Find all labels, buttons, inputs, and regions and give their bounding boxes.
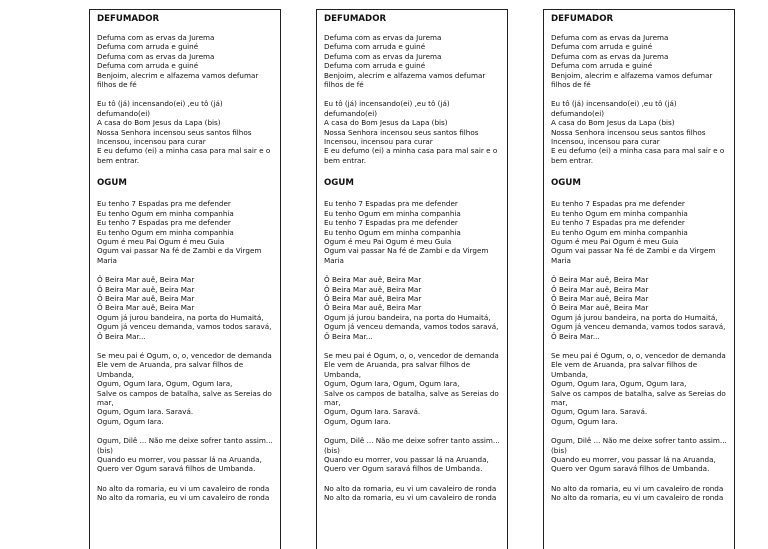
lyric-line: Quando eu morrer, vou passar lá na Aruanda, — [551, 455, 716, 465]
lyric-line: Ô Beira Mar auê, Beira Mar — [551, 293, 649, 303]
lyric-line: Ô Beira Mar auê, Beira Mar — [97, 303, 195, 313]
lyrics-paragraph — [551, 436, 728, 474]
song-column-2 — [316, 9, 508, 549]
lyric-line: Ogum, Ogum Iara, Ogum, Ogum Iara, — [551, 379, 687, 389]
lyric-line: Eu tô (já) incensando(ei) ,eu tô (já) defumando(ei) — [324, 99, 450, 118]
section-title-ogum: OGUM — [324, 178, 354, 189]
section-title-ogum: OGUM — [97, 178, 127, 189]
lyric-line: Defuma com as ervas da Jurema — [551, 51, 669, 61]
lyrics-paragraph — [324, 99, 501, 165]
lyric-line: Ô Beira Mar auê, Beira Mar — [324, 284, 422, 294]
lyric-line: Eu tenho 7 Espadas pra me defender — [551, 218, 685, 228]
lyrics-paragraph — [324, 275, 501, 341]
lyric-line: Ele vem de Aruanda, pra salvar filhos de Umbanda, — [551, 360, 698, 379]
lyric-line: Ele vem de Aruanda, pra salvar filhos de Umbanda, — [324, 360, 471, 379]
lyrics-paragraph — [324, 484, 501, 503]
lyric-line: Ogum, Dilê ... Não me deixe sofrer tanto assim... (bis) — [551, 436, 727, 455]
lyric-line: Defuma com as ervas da Jurema — [324, 33, 442, 42]
lyrics-paragraph — [97, 199, 274, 265]
lyric-line: Ogum, Ogum Iara, Ogum, Ogum Iara, — [97, 379, 233, 389]
lyric-line: Defuma com as ervas da Jurema — [551, 33, 669, 42]
lyric-line: Eu tenho Ogum em minha companhia — [324, 208, 461, 218]
lyric-line: Defuma com arruda e guiné — [551, 61, 653, 71]
lyrics-paragraph — [324, 199, 501, 265]
lyric-line: Ogum é meu Pai Ogum é meu Guia — [97, 236, 225, 246]
lyric-line: Defuma com as ervas da Jurema — [324, 51, 442, 61]
lyric-line: Ogum, Ogum Iara. — [97, 416, 164, 426]
lyric-line: Eu tenho 7 Espadas pra me defender — [324, 199, 458, 209]
lyric-line: Ogum, Ogum Iara. Saravá. — [324, 407, 421, 417]
lyrics-paragraph — [551, 484, 728, 503]
lyrics-paragraph — [97, 436, 274, 474]
lyric-line: No alto da romaria, eu vi um cavaleiro de ronda — [97, 483, 270, 493]
lyric-line: A casa do Bom Jesus da Lapa (bis) — [551, 118, 675, 128]
lyric-line: Eu tenho 7 Espadas pra me defender — [97, 218, 231, 228]
lyric-line: Nossa Senhora incensou seus santos filhos — [97, 127, 252, 137]
lyric-line: Benjoim, alecrim e alfazema vamos defumar filhos de fé — [97, 70, 259, 90]
lyrics-paragraph — [97, 99, 274, 165]
lyric-line: E eu defumo (ei) a minha casa para mal sair e o bem entrar. — [97, 146, 271, 165]
lyric-line: Salve os campos de batalha, salve as Sereias do mar, — [551, 388, 726, 407]
lyric-line: Defuma com as ervas da Jurema — [97, 51, 215, 61]
lyrics-paragraph — [551, 351, 728, 426]
lyric-line: Ogum é meu Pai Ogum é meu Guia — [324, 236, 452, 246]
lyrics-paragraph — [551, 199, 728, 265]
lyric-line: Ogum já venceu demanda, vamos todos saravá, Ô Beira Mar... — [97, 322, 272, 341]
lyric-line: Defuma com arruda e guiné — [551, 42, 653, 52]
lyric-line: Ogum, Ogum Iara. Saravá. — [551, 407, 648, 417]
lyric-line: Ogum, Ogum Iara, Ogum, Ogum Iara, — [324, 379, 460, 389]
lyrics-paragraph — [551, 33, 728, 89]
lyric-line: Quero ver Ogum saravá filhos de Umbanda. — [97, 464, 256, 474]
lyric-line: Quero ver Ogum saravá filhos de Umbanda. — [324, 464, 483, 474]
lyric-line: Salve os campos de batalha, salve as Sereias do mar, — [324, 388, 499, 407]
lyric-line: Eu tô (já) incensando(ei) ,eu tô (já) defumando(ei) — [551, 99, 677, 118]
song-column-1 — [89, 9, 281, 549]
lyric-line: Ô Beira Mar auê, Beira Mar — [324, 303, 422, 313]
lyric-line: Ogum vai passar Na fé de Zambi e da Virgem Maria — [551, 246, 716, 265]
lyric-line: Ô Beira Mar auê, Beira Mar — [97, 284, 195, 294]
lyric-line: Ô Beira Mar auê, Beira Mar — [97, 275, 195, 285]
lyric-line: Incensou, incensou para curar — [97, 137, 206, 147]
lyric-line: Ogum, Dilê ... Não me deixe sofrer tanto assim... (bis) — [324, 436, 500, 455]
lyric-line: Ô Beira Mar auê, Beira Mar — [324, 293, 422, 303]
lyric-line: Ogum é meu Pai Ogum é meu Guia — [551, 236, 679, 246]
lyric-line: Ô Beira Mar auê, Beira Mar — [551, 275, 649, 285]
lyric-line: Ogum já jurou bandeira, na porta do Humaitá, — [551, 312, 718, 322]
lyric-line: Ogum já jurou bandeira, na porta do Humaitá, — [97, 312, 264, 322]
lyric-line: A casa do Bom Jesus da Lapa (bis) — [324, 118, 448, 128]
lyric-line: Ogum vai passar Na fé de Zambi e da Virgem Maria — [97, 246, 262, 265]
lyrics-paragraph — [551, 275, 728, 341]
lyrics-paragraph — [97, 484, 274, 503]
lyrics-paragraph — [97, 33, 274, 89]
lyric-line: No alto da romaria, eu vi um cavaleiro de ronda — [551, 483, 724, 493]
lyric-line: A casa do Bom Jesus da Lapa (bis) — [97, 118, 221, 128]
lyric-line: Defuma com arruda e guiné — [324, 42, 426, 52]
lyric-line: No alto da romaria, eu vi um cavaleiro de ronda — [551, 493, 724, 503]
section-title-ogum: OGUM — [551, 178, 581, 189]
lyric-line: Eu tenho 7 Espadas pra me defender — [97, 199, 231, 209]
lyric-line: No alto da romaria, eu vi um cavaleiro de ronda — [97, 493, 270, 503]
lyric-line: Benjoim, alecrim e alfazema vamos defumar filhos de fé — [551, 70, 713, 90]
lyric-line: Ele vem de Aruanda, pra salvar filhos de Umbanda, — [97, 360, 244, 379]
lyric-line: Se meu pai é Ogum, o, o, vencedor de demanda — [324, 350, 499, 360]
lyric-line: Defuma com arruda e guiné — [324, 61, 426, 71]
lyric-line: Eu tenho Ogum em minha companhia — [551, 227, 688, 237]
lyric-line: Defuma com as ervas da Jurema — [97, 33, 215, 42]
lyric-line: Ô Beira Mar auê, Beira Mar — [551, 284, 649, 294]
lyric-line: Defuma com arruda e guiné — [97, 61, 199, 71]
lyrics-paragraph — [551, 99, 728, 165]
lyric-line: No alto da romaria, eu vi um cavaleiro de ronda — [324, 493, 497, 503]
lyric-line: Ogum já venceu demanda, vamos todos saravá, Ô Beira Mar... — [324, 322, 499, 341]
lyric-line: Quando eu morrer, vou passar lá na Aruanda, — [97, 455, 262, 465]
lyric-line: Incensou, incensou para curar — [324, 137, 433, 147]
lyric-line: Ogum, Dilê ... Não me deixe sofrer tanto assim... (bis) — [97, 436, 273, 455]
lyric-line: Ogum já jurou bandeira, na porta do Humaitá, — [324, 312, 491, 322]
lyric-line: Eu tenho Ogum em minha companhia — [97, 227, 234, 237]
lyrics-paragraph — [324, 33, 501, 89]
lyric-line: No alto da romaria, eu vi um cavaleiro de ronda — [324, 483, 497, 493]
lyric-line: Ogum, Ogum Iara. — [324, 416, 391, 426]
section-title-defumador: DEFUMADOR — [551, 14, 614, 24]
lyric-line: Ogum, Ogum Iara. Saravá. — [97, 407, 194, 417]
lyric-line: Incensou, incensou para curar — [551, 137, 660, 147]
lyric-line: Eu tenho Ogum em minha companhia — [551, 208, 688, 218]
lyric-line: Ogum já venceu demanda, vamos todos saravá, Ô Beira Mar... — [551, 322, 726, 341]
lyric-line: Benjoim, alecrim e alfazema vamos defumar filhos de fé — [324, 70, 486, 90]
lyric-line: Se meu pai é Ogum, o, o, vencedor de demanda — [551, 350, 726, 360]
lyrics-paragraph — [324, 436, 501, 474]
lyric-line: Ô Beira Mar auê, Beira Mar — [324, 275, 422, 285]
lyric-line: Nossa Senhora incensou seus santos filhos — [324, 127, 479, 137]
lyric-line: E eu defumo (ei) a minha casa para mal sair e o bem entrar. — [324, 146, 498, 165]
lyrics-paragraph — [97, 275, 274, 341]
lyric-line: Salve os campos de batalha, salve as Sereias do mar, — [97, 388, 272, 407]
lyric-line: Ô Beira Mar auê, Beira Mar — [551, 303, 649, 313]
song-column-3 — [543, 9, 735, 549]
lyric-line: Nossa Senhora incensou seus santos filhos — [551, 127, 706, 137]
lyric-line: Eu tenho Ogum em minha companhia — [324, 227, 461, 237]
lyric-line: Se meu pai é Ogum, o, o, vencedor de demanda — [97, 350, 272, 360]
lyric-line: Eu tenho 7 Espadas pra me defender — [551, 199, 685, 209]
lyric-line: Ogum vai passar Na fé de Zambi e da Virgem Maria — [324, 246, 489, 265]
section-title-defumador: DEFUMADOR — [97, 14, 160, 24]
lyric-line: Ogum, Ogum Iara. — [551, 416, 618, 426]
lyric-line: Eu tenho 7 Espadas pra me defender — [324, 218, 458, 228]
lyrics-paragraph — [324, 351, 501, 426]
lyric-line: Eu tô (já) incensando(ei) ,eu tô (já) defumando(ei) — [97, 99, 223, 118]
section-title-defumador: DEFUMADOR — [324, 14, 387, 24]
lyric-line: Quero ver Ogum saravá filhos de Umbanda. — [551, 464, 710, 474]
lyric-line: Eu tenho Ogum em minha companhia — [97, 208, 234, 218]
lyric-line: Quando eu morrer, vou passar lá na Aruanda, — [324, 455, 489, 465]
lyric-line: Ô Beira Mar auê, Beira Mar — [97, 293, 195, 303]
lyric-line: E eu defumo (ei) a minha casa para mal sair e o bem entrar. — [551, 146, 725, 165]
lyric-line: Defuma com arruda e guiné — [97, 42, 199, 52]
lyrics-paragraph — [97, 351, 274, 426]
